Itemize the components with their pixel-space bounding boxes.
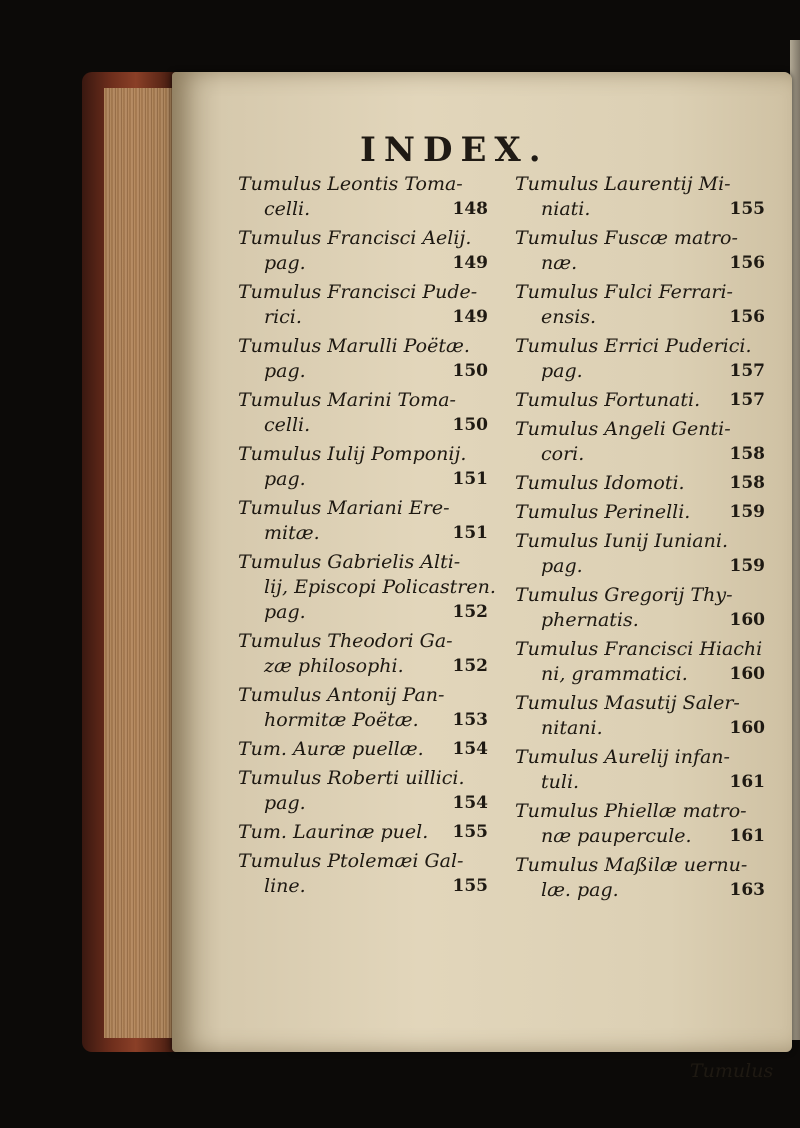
entry-title	[515, 799, 775, 824]
entry-text: hormitæ Poëtæ.	[264, 709, 419, 731]
page-number: 157	[729, 390, 765, 410]
page-number: 154	[452, 739, 488, 759]
entry-continuation	[515, 770, 775, 795]
entry-title	[515, 226, 775, 251]
page-number: 160	[729, 664, 765, 684]
entry-text: pag.	[264, 468, 306, 490]
entry-text: Tumulus Ptolemæi Gal-	[238, 850, 464, 872]
entry-title	[238, 550, 498, 575]
entry-text: Tum. Laurinæ puel.	[238, 821, 429, 843]
index-entry	[515, 745, 775, 795]
entry-text: mitæ.	[264, 522, 320, 544]
index-entry	[515, 853, 775, 903]
page-number: 158	[729, 473, 765, 493]
entry-text: pag.	[264, 792, 306, 814]
page-number: 150	[452, 361, 488, 381]
entry-text: celli.	[264, 198, 311, 220]
page-heading: INDEX.	[360, 130, 549, 170]
entry-title	[515, 745, 775, 770]
entry-text: cori.	[541, 443, 585, 465]
entry-text: Tumulus Theodori Ga-	[238, 630, 453, 652]
entry-text: Tumulus Roberti uillici.	[238, 767, 465, 789]
index-entry	[515, 280, 775, 330]
index-entry	[238, 849, 498, 899]
entry-text: Tumulus Mariani Ere-	[238, 497, 450, 519]
index-column-right	[515, 172, 775, 907]
entry-text: niati.	[541, 198, 591, 220]
entry-title	[515, 172, 775, 197]
index-entry	[515, 583, 775, 633]
page-number: 149	[452, 307, 488, 327]
page-number: 160	[729, 718, 765, 738]
page-number: 151	[452, 469, 488, 489]
entry-continuation	[238, 251, 498, 276]
entry-text: line.	[264, 875, 306, 897]
index-entry	[238, 388, 498, 438]
entry-continuation	[238, 197, 498, 222]
entry-text: tuli.	[541, 771, 580, 793]
page-number: 154	[452, 793, 488, 813]
entry-continuation	[515, 251, 775, 276]
entry-text: næ paupercule.	[541, 825, 692, 847]
entry-title	[238, 334, 498, 359]
entry-title	[238, 683, 498, 708]
entry-text: Tumulus Francisci Aelij.	[238, 227, 472, 249]
entry-text: Tumulus Phiellæ matro-	[515, 800, 747, 822]
page-number: 159	[729, 556, 765, 576]
entry-text: pag.	[264, 601, 306, 623]
entry-text: Tumulus Idomoti.	[515, 472, 685, 494]
entry-title	[238, 766, 498, 791]
entry-title	[515, 637, 775, 662]
page-number: 161	[729, 772, 765, 792]
page-number: 160	[729, 610, 765, 630]
entry-text: rici.	[264, 306, 302, 328]
index-entry	[238, 629, 498, 679]
page-number: 155	[729, 199, 765, 219]
entry-text: Tumulus Marulli Poëtæ.	[238, 335, 470, 357]
index-entry	[515, 334, 775, 384]
entry-continuation	[238, 359, 498, 384]
entry-text: læ. pag.	[541, 879, 619, 901]
entry-text: pag.	[264, 360, 306, 382]
entry-continuation	[515, 359, 775, 384]
page-number: 149	[452, 253, 488, 273]
entry-title	[515, 388, 775, 413]
entry-continuation	[238, 791, 498, 816]
page-number: 152	[452, 602, 488, 622]
entry-text: Tumulus Errici Puderici.	[515, 335, 752, 357]
index-entry	[515, 388, 775, 413]
index-entry	[238, 442, 498, 492]
entry-continuation	[238, 413, 498, 438]
page-number: 159	[729, 502, 765, 522]
entry-continuation	[238, 874, 498, 899]
entry-text: pag.	[541, 360, 583, 382]
entry-continuation	[238, 600, 498, 625]
entry-text: Tumulus Masutij Saler-	[515, 692, 740, 714]
entry-text: zæ philosophi.	[264, 655, 404, 677]
page-number: 156	[729, 253, 765, 273]
entry-text: næ.	[541, 252, 578, 274]
entry-title	[515, 471, 775, 496]
entry-title	[515, 853, 775, 878]
entry-continuation	[238, 708, 498, 733]
page-number: 153	[452, 710, 488, 730]
entry-continuation	[238, 467, 498, 492]
page-number: 158	[729, 444, 765, 464]
entry-text: Tumulus Maßilæ uernu-	[515, 854, 748, 876]
page-number: 148	[452, 199, 488, 219]
entry-title	[238, 388, 498, 413]
index-entry	[238, 766, 498, 816]
page-number: 156	[729, 307, 765, 327]
page-number: 161	[729, 826, 765, 846]
index-entry	[515, 637, 775, 687]
index-entry	[515, 172, 775, 222]
entry-title	[515, 334, 775, 359]
index-entry	[238, 683, 498, 733]
entry-continuation	[515, 305, 775, 330]
entry-continuation	[515, 197, 775, 222]
index-entry	[515, 226, 775, 276]
index-entry	[238, 496, 498, 546]
entry-title	[515, 691, 775, 716]
entry-continuation	[515, 442, 775, 467]
entry-continuation	[238, 575, 498, 600]
page-number: 155	[452, 822, 488, 842]
catchword: Tumulus	[690, 1060, 774, 1082]
entry-continuation	[515, 662, 775, 687]
index-entry	[515, 691, 775, 741]
page-number: 151	[452, 523, 488, 543]
entry-text: Tumulus Francisci Pude-	[238, 281, 478, 303]
entry-title	[238, 172, 498, 197]
index-entry	[238, 737, 498, 762]
entry-text: Tumulus Antonij Pan-	[238, 684, 445, 706]
entry-text: Tumulus Fulci Ferrari-	[515, 281, 733, 303]
entry-title	[238, 280, 498, 305]
entry-text: ensis.	[541, 306, 597, 328]
index-entry	[238, 172, 498, 222]
entry-text: nitani.	[541, 717, 603, 739]
entry-text: Tumulus Gregorij Thy-	[515, 584, 733, 606]
index-entry	[238, 280, 498, 330]
entry-continuation	[515, 554, 775, 579]
page-number: 150	[452, 415, 488, 435]
entry-text: celli.	[264, 414, 311, 436]
entry-text: Tumulus Gabrielis Alti-	[238, 551, 461, 573]
entry-continuation	[238, 521, 498, 546]
index-entry	[238, 334, 498, 384]
entry-continuation	[515, 824, 775, 849]
entry-title	[238, 496, 498, 521]
entry-text: Tumulus Aurelij infan-	[515, 746, 730, 768]
index-entry	[515, 529, 775, 579]
entry-continuation	[238, 654, 498, 679]
entry-text: Tumulus Marini Toma-	[238, 389, 456, 411]
entry-continuation	[515, 878, 775, 903]
entry-title	[515, 280, 775, 305]
entry-text: Tum. Auræ puellæ.	[238, 738, 424, 760]
index-entry	[515, 417, 775, 467]
entry-title	[238, 226, 498, 251]
entry-title	[515, 500, 775, 525]
page-number: 152	[452, 656, 488, 676]
page-number: 163	[729, 880, 765, 900]
entry-text: Tumulus Angeli Genti-	[515, 418, 731, 440]
index-entry	[515, 500, 775, 525]
entry-text: Tumulus Iunij Iuniani.	[515, 530, 728, 552]
entry-title	[515, 417, 775, 442]
entry-text: Tumulus Perinelli.	[515, 501, 691, 523]
page-number: 155	[452, 876, 488, 896]
entry-text: pag.	[541, 555, 583, 577]
index-entry	[238, 226, 498, 276]
index-entry	[515, 471, 775, 496]
entry-title	[238, 442, 498, 467]
entry-text: Tumulus Fuscæ matro-	[515, 227, 738, 249]
entry-continuation	[515, 716, 775, 741]
entry-continuation	[238, 305, 498, 330]
entry-text: Tumulus Francisci Hiachi	[515, 638, 763, 660]
index-column-left	[238, 172, 498, 903]
entry-text: lij, Episcopi Policastren.	[264, 576, 496, 598]
index-entry	[515, 799, 775, 849]
entry-text: Tumulus Iulij Pomponij.	[238, 443, 467, 465]
entry-title	[515, 583, 775, 608]
entry-continuation	[515, 608, 775, 633]
index-entry	[238, 550, 498, 625]
page-number: 157	[729, 361, 765, 381]
entry-text: Tumulus Leontis Toma-	[238, 173, 463, 195]
entry-title	[238, 820, 498, 845]
entry-title	[515, 529, 775, 554]
entry-text: ni, grammatici.	[541, 663, 688, 685]
entry-text: phernatis.	[541, 609, 639, 631]
index-entry	[238, 820, 498, 845]
entry-text: pag.	[264, 252, 306, 274]
entry-text: Tumulus Laurentij Mi-	[515, 173, 731, 195]
page-edges	[104, 88, 174, 1038]
entry-title	[238, 849, 498, 874]
entry-text: Tumulus Fortunati.	[515, 389, 701, 411]
entry-title	[238, 629, 498, 654]
entry-title	[238, 737, 498, 762]
